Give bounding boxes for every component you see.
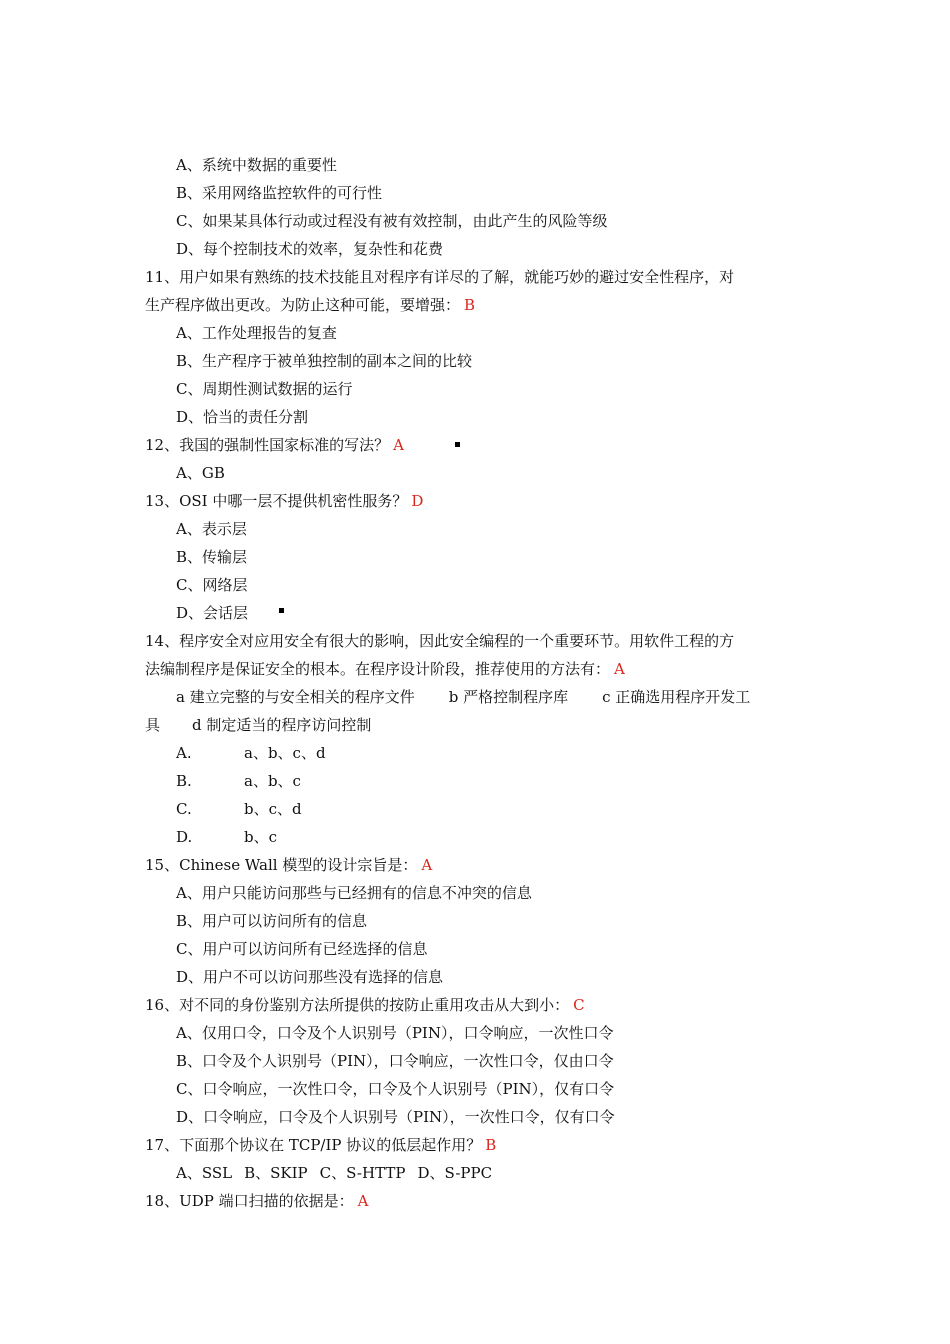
q18-line <box>145 1191 368 1211</box>
bullet-marker <box>279 608 284 613</box>
q13-option-b: B、传输层 <box>176 548 248 566</box>
bullet-marker <box>455 442 460 447</box>
q14-option-d <box>176 827 476 847</box>
q11-answer: B <box>464 296 476 314</box>
q12-option-a: A、GB <box>176 464 225 482</box>
q14-item-d: d 制定适当的程序访问控制 <box>192 716 372 734</box>
q11-text: 生产程序做出更改。为防止这种可能，要增强： <box>145 296 461 314</box>
q14-item-c: c 正确选用程序开发工 <box>602 688 751 706</box>
q14-option-d-value: b、c <box>244 828 278 846</box>
q15-option-d: D、用户不可以访问那些没有选择的信息 <box>176 968 444 986</box>
q14-item-b: b 严格控制程序库 <box>448 688 569 706</box>
q16-line <box>145 995 585 1015</box>
q14-item-a: a 建立完整的与安全相关的程序文件 <box>176 688 415 706</box>
q16-text: 16、对不同的身份鉴别方法所提供的按防止重用攻击从大到小： <box>145 996 570 1014</box>
q14-option-a-value: a、b、c、d <box>244 744 326 762</box>
q11-option-b: B、生产程序于被单独控制的副本之间的比较 <box>176 352 473 370</box>
q18-text: 18、UDP 端口扫描的依据是： <box>145 1192 354 1210</box>
q17-options <box>176 1163 504 1183</box>
q17-option-d: D、S-PPC <box>417 1164 493 1182</box>
q10-option-d: D、每个控制技术的效率，复杂性和花费 <box>176 240 444 258</box>
q16-option-d: D、口令响应，口令及个人识别号（PIN），一次性口令，仅有口令 <box>176 1108 615 1126</box>
q12-text: 12、我国的强制性国家标准的写法？ <box>145 436 390 454</box>
q17-option-a: A、SSL <box>176 1164 233 1182</box>
q14-option-c <box>176 799 476 819</box>
q15-line <box>145 855 432 875</box>
q14-option-b <box>176 771 476 791</box>
q15-text: 15、Chinese Wall 模型的设计宗旨是： <box>145 856 418 874</box>
q14-option-d-label: D. <box>176 828 193 846</box>
q14-items-line1 <box>176 687 750 707</box>
q13-option-d: D、会话层 <box>176 604 249 622</box>
q10-option-c: C、如果某具体行动或过程没有被有效控制，由此产生的风险等级 <box>176 212 608 230</box>
q11-text-line1: 11、用户如果有熟练的技术技能且对程序有详尽的了解，就能巧妙的避过安全性程序，对 <box>145 268 735 286</box>
q16-option-a: A、仅用口令，口令及个人识别号（PIN），口令响应，一次性口令 <box>176 1024 614 1042</box>
q13-option-a: A、表示层 <box>176 520 247 538</box>
q12-answer: A <box>393 436 404 454</box>
q15-answer: A <box>421 856 433 874</box>
q16-answer: C <box>573 996 585 1014</box>
q18-answer: A <box>357 1192 369 1210</box>
q16-option-b: B、口令及个人识别号（PIN），口令响应，一次性口令，仅由口令 <box>176 1052 614 1070</box>
q13-answer: D <box>411 492 424 510</box>
q15-option-a: A、用户只能访问那些与已经拥有的信息不冲突的信息 <box>176 884 532 902</box>
q14-option-b-label: B. <box>176 772 192 790</box>
q11-option-d: D、恰当的责任分割 <box>176 408 309 426</box>
q14-text-line2 <box>145 659 625 679</box>
q11-text-line2 <box>145 295 475 315</box>
q14-items-line2 <box>145 715 371 735</box>
q15-option-c: C、用户可以访问所有已经选择的信息 <box>176 940 428 958</box>
q12-line <box>145 435 404 455</box>
q14-option-a-label: A. <box>176 744 192 762</box>
q17-option-c: C、S-HTTP <box>319 1164 406 1182</box>
q10-option-b: B、采用网络监控软件的可行性 <box>176 184 383 202</box>
q17-line <box>145 1135 496 1155</box>
q13-line <box>145 491 423 511</box>
q11-option-a: A、工作处理报告的复查 <box>176 324 337 342</box>
q14-answer: A <box>614 660 625 678</box>
q14-option-c-value: b、c、d <box>244 800 302 818</box>
q17-option-b: B、SKIP <box>244 1164 308 1182</box>
q14-text: 法编制程序是保证安全的根本。在程序设计阶段，推荐使用的方法有： <box>145 660 611 678</box>
q14-text-line1: 14、程序安全对应用安全有很大的影响，因此安全编程的一个重要环节。用软件工程的方 <box>145 632 735 650</box>
q14-option-c-label: C. <box>176 800 192 818</box>
q15-option-b: B、用户可以访问所有的信息 <box>176 912 368 930</box>
q16-option-c: C、口令响应，一次性口令，口令及个人识别号（PIN），仅有口令 <box>176 1080 615 1098</box>
q13-option-c: C、网络层 <box>176 576 248 594</box>
q17-answer: B <box>485 1136 497 1154</box>
q14-item-c-cont: 具 <box>145 716 161 734</box>
q13-text: 13、OSI 中哪一层不提供机密性服务？ <box>145 492 408 510</box>
q14-option-a <box>176 743 476 763</box>
q14-option-b-value: a、b、c <box>244 772 301 790</box>
q10-option-a: A、系统中数据的重要性 <box>176 156 337 174</box>
q11-option-c: C、周期性测试数据的运行 <box>176 380 353 398</box>
q17-text: 17、下面那个协议在 TCP/IP 协议的低层起作用？ <box>145 1136 482 1154</box>
